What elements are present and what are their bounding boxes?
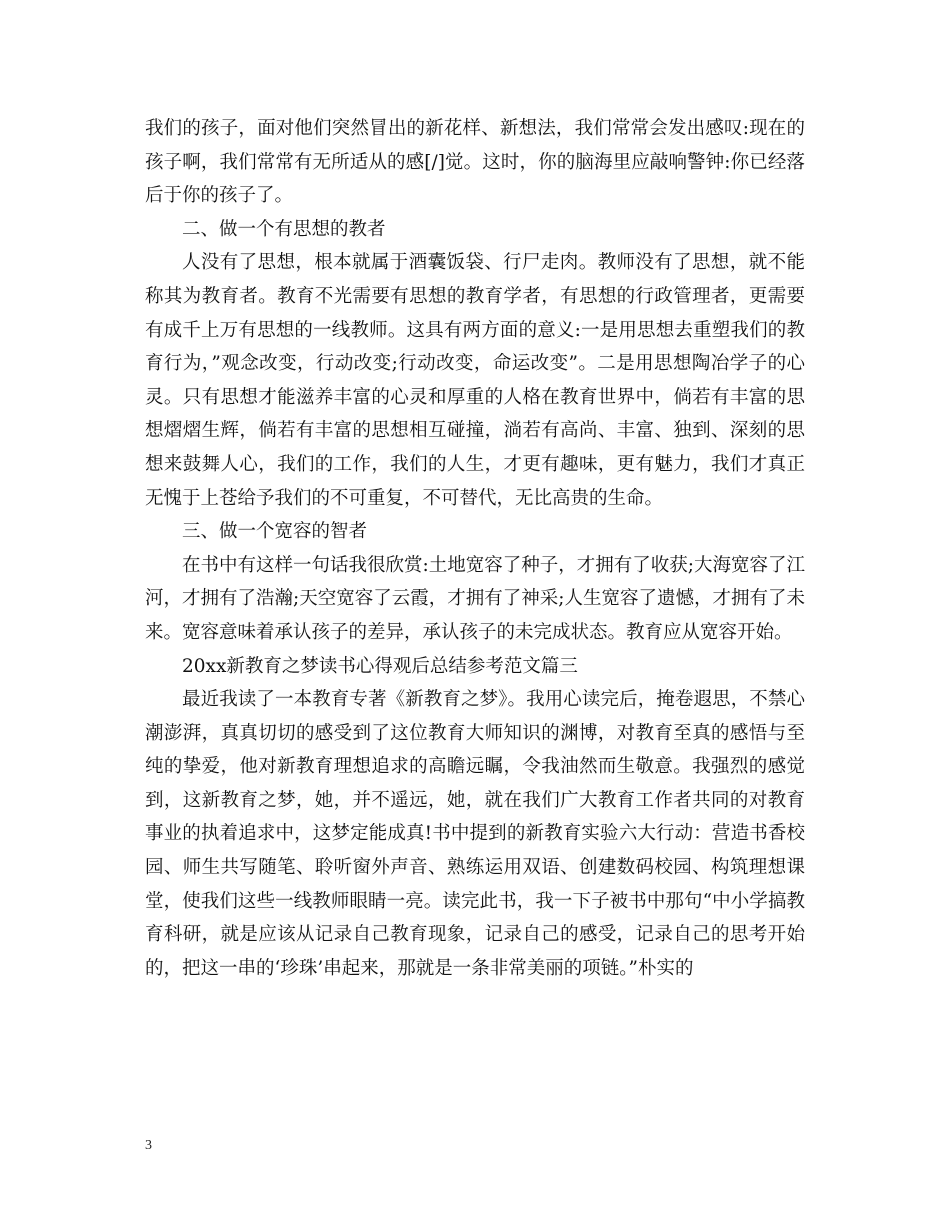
paragraph-continuation: 我们的孩子，面对他们突然冒出的新花样、新想法，我们常常会发出感叹:现在的孩子啊，我们常常有无所适从的感[/]觉。这时，你的脑海里应敲响警钟:你已经落后于你的孩子了。: [145, 118, 805, 207]
section-heading-tolerance: 三、做一个宽容的智者: [182, 521, 368, 543]
paragraph-thinking: 人没有了思想，根本就属于酒囊饭袋、行尸走肉。教师没有了思想，就不能称其为教育者。教育不光需要有思想的教育学者，有思想的行政管理者，更需要有成千上万有思想的一线教师。这具有两方面的意义:一是用思想去重塑我们的教育行为，”观念改变，行动改变;行动改变，命运改变”。二是用思想陶冶学子的心灵。只有思想才能滋养丰富的心灵和厚重的人格在教育世界中，倘若有丰富的思想熠熠生辉，倘若有丰富的思想相互碰撞，淌若有高尚、丰富、独到、深刻的思想来鼓舞人心，我们的工作，我们的人生，才更有趣味，更有魅力，我们才真正无愧于上苍给予我们的不可重复，不可替代，无比高贵的生命。: [145, 252, 805, 509]
paragraph-book-review: 最近我读了一本教育专著《新教育之梦》。我用心读完后，掩卷遐思，不禁心潮澎湃，真真切切的感受到了这位教育大师知识的渊博，对教育至真的感悟与至纯的挚爱，他对新教育理想追求的高瞻远瞩，令我油然而生敬意。我强烈的感觉到，这新教育之梦，她，并不遥远，她，就在我们广大教育工作者共同的对教育事业的执着追求中，这梦定能成真!书中提到的新教育实验六大行动：营造书香校园、师生共写随笔、聆听窗外声音、熟练运用双语、创建数码校园、构筑理想课堂，使我们这些一线教师眼睛一亮。读完此书，我一下子被书中那句“中小学搞教育科研，就是应该从记录自己教育现象，记录自己的感受，记录自己的思考开始的，把这一串的‘珍珠’串起来，那就是一条非常美丽的项链。”朴实的: [145, 689, 806, 979]
section-heading-thinker: 二、做一个有思想的教者: [182, 218, 386, 240]
paragraph-tolerance: 在书中有这样一句话我很欣赏:土地宽容了种子，才拥有了收获;大海宽容了江河，才拥有了浩瀚;天空宽容了云霞，才拥有了神采;人生宽容了遗憾，才拥有了未来。宽容意味着承认孩子的差异，承认孩子的未完成状态。教育应从宽容开始。: [145, 554, 805, 643]
document-body: [145, 112, 805, 985]
page-number: 3: [145, 1138, 152, 1153]
section-heading-part-three: 20xx新教育之梦读书心得观后总结参考范文篇三: [182, 655, 578, 677]
